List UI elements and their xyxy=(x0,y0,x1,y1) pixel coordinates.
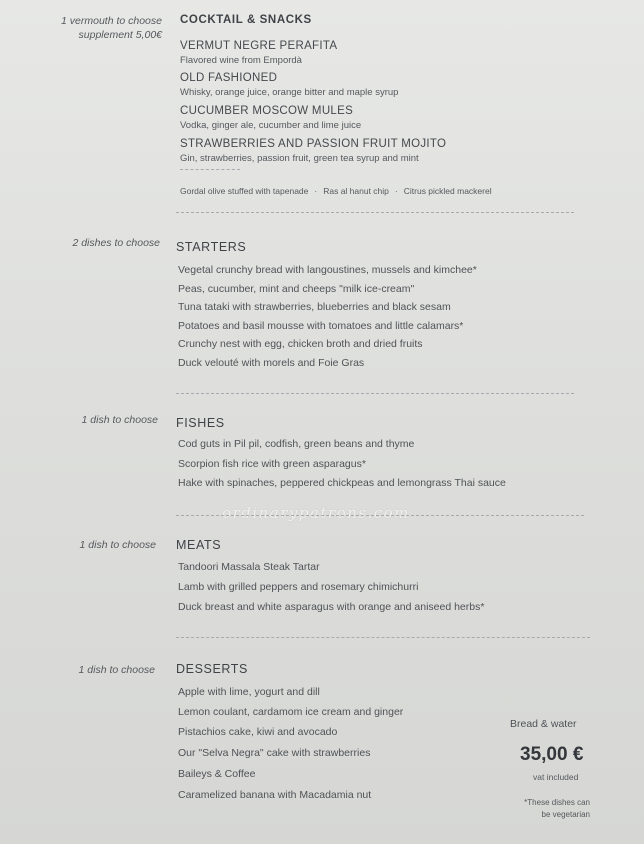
section-divider-1 xyxy=(176,212,574,213)
desserts-heading: DESSERTS xyxy=(176,662,248,676)
fish-3: Hake with spinaches, peppered chickpeas and lemongrass Thai sauce xyxy=(178,477,506,489)
desserts-side-note: 1 dish to choose xyxy=(78,664,155,676)
vat-note: vat included xyxy=(533,772,579,782)
dessert-4: Our "Selva Negra" cake with strawberries xyxy=(178,747,371,759)
cocktail-desc-1: Flavored wine from Empordà xyxy=(180,55,302,66)
starters-heading: STARTERS xyxy=(176,240,247,254)
dessert-3: Pistachios cake, kiwi and avocado xyxy=(178,726,338,738)
meats-heading: MEATS xyxy=(176,538,222,552)
dessert-5: Baileys & Coffee xyxy=(178,768,256,780)
meat-1: Tandoori Massala Steak Tartar xyxy=(178,561,320,573)
starter-2: Peas, cucumber, mint and cheeps "milk ice-cream" xyxy=(178,283,415,295)
fishes-side-note: 1 dish to choose xyxy=(81,414,158,426)
menu-price: 35,00 € xyxy=(520,744,584,765)
meat-3: Duck breast and white asparagus with orange and aniseed herbs* xyxy=(178,601,485,613)
watermark: ordinarypatrons.com xyxy=(222,504,410,522)
cocktail-name-1: VERMUT NEGRE PERAFITA xyxy=(180,40,338,52)
starters-side-note: 2 dishes to choose xyxy=(72,237,160,249)
vegetarian-note-line1: *These dishes can xyxy=(524,798,590,807)
snack-2: · Ras al hanut chip xyxy=(308,186,389,196)
cocktail-desc-4: Gin, strawberries, passion fruit, green tea syrup and mint xyxy=(180,153,419,164)
cocktail-name-3: CUCUMBER MOSCOW MULES xyxy=(180,105,354,117)
starter-4: Potatoes and basil mousse with tomatoes and little calamars* xyxy=(178,320,464,332)
snacks-divider xyxy=(180,169,240,170)
vegetarian-note xyxy=(514,797,590,821)
snacks-line xyxy=(180,186,492,196)
cocktail-name-4: STRAWBERRIES AND PASSION FRUIT MOJITO xyxy=(180,138,447,150)
section-divider-4 xyxy=(176,637,590,638)
cocktail-side-note xyxy=(44,15,162,41)
dessert-1: Apple with lime, yogurt and dill xyxy=(178,686,320,698)
starter-6: Duck velouté with morels and Foie Gras xyxy=(178,357,365,369)
cocktail-side-line1: 1 vermouth to choose xyxy=(61,15,162,27)
bread-water-label: Bread & water xyxy=(510,718,577,730)
starter-1: Vegetal crunchy bread with langoustines, mussels and kimchee* xyxy=(178,264,477,276)
vegetarian-note-line2: be vegetarian xyxy=(541,810,590,819)
section-divider-2 xyxy=(176,393,574,394)
dessert-6: Caramelized banana with Macadamia nut xyxy=(178,789,372,801)
cocktail-desc-3: Vodka, ginger ale, cucumber and lime juice xyxy=(180,120,362,131)
starter-3: Tuna tataki with strawberries, blueberries and black sesam xyxy=(178,301,451,313)
snack-1: Gordal olive stuffed with tapenade xyxy=(180,186,309,196)
fishes-heading: FISHES xyxy=(176,416,225,430)
cocktail-heading: COCKTAIL & SNACKS xyxy=(180,14,312,26)
section-divider-3 xyxy=(176,515,584,516)
meat-2: Lamb with grilled peppers and rosemary chimichurri xyxy=(178,581,419,593)
cocktail-name-2: OLD FASHIONED xyxy=(180,72,278,84)
fish-2: Scorpion fish rice with green asparagus* xyxy=(178,458,366,470)
starter-5: Crunchy nest with egg, chicken broth and dried fruits xyxy=(178,338,423,350)
meats-side-note: 1 dish to choose xyxy=(79,539,156,551)
snack-3: · Citrus pickled mackerel xyxy=(389,186,492,196)
fish-1: Cod guts in Pil pil, codfish, green beans and thyme xyxy=(178,438,415,450)
cocktail-side-line2: supplement 5,00€ xyxy=(78,29,162,41)
cocktail-desc-2: Whisky, orange juice, orange bitter and maple syrup xyxy=(180,87,399,98)
dessert-2: Lemon coulant, cardamom ice cream and ginger xyxy=(178,706,404,718)
